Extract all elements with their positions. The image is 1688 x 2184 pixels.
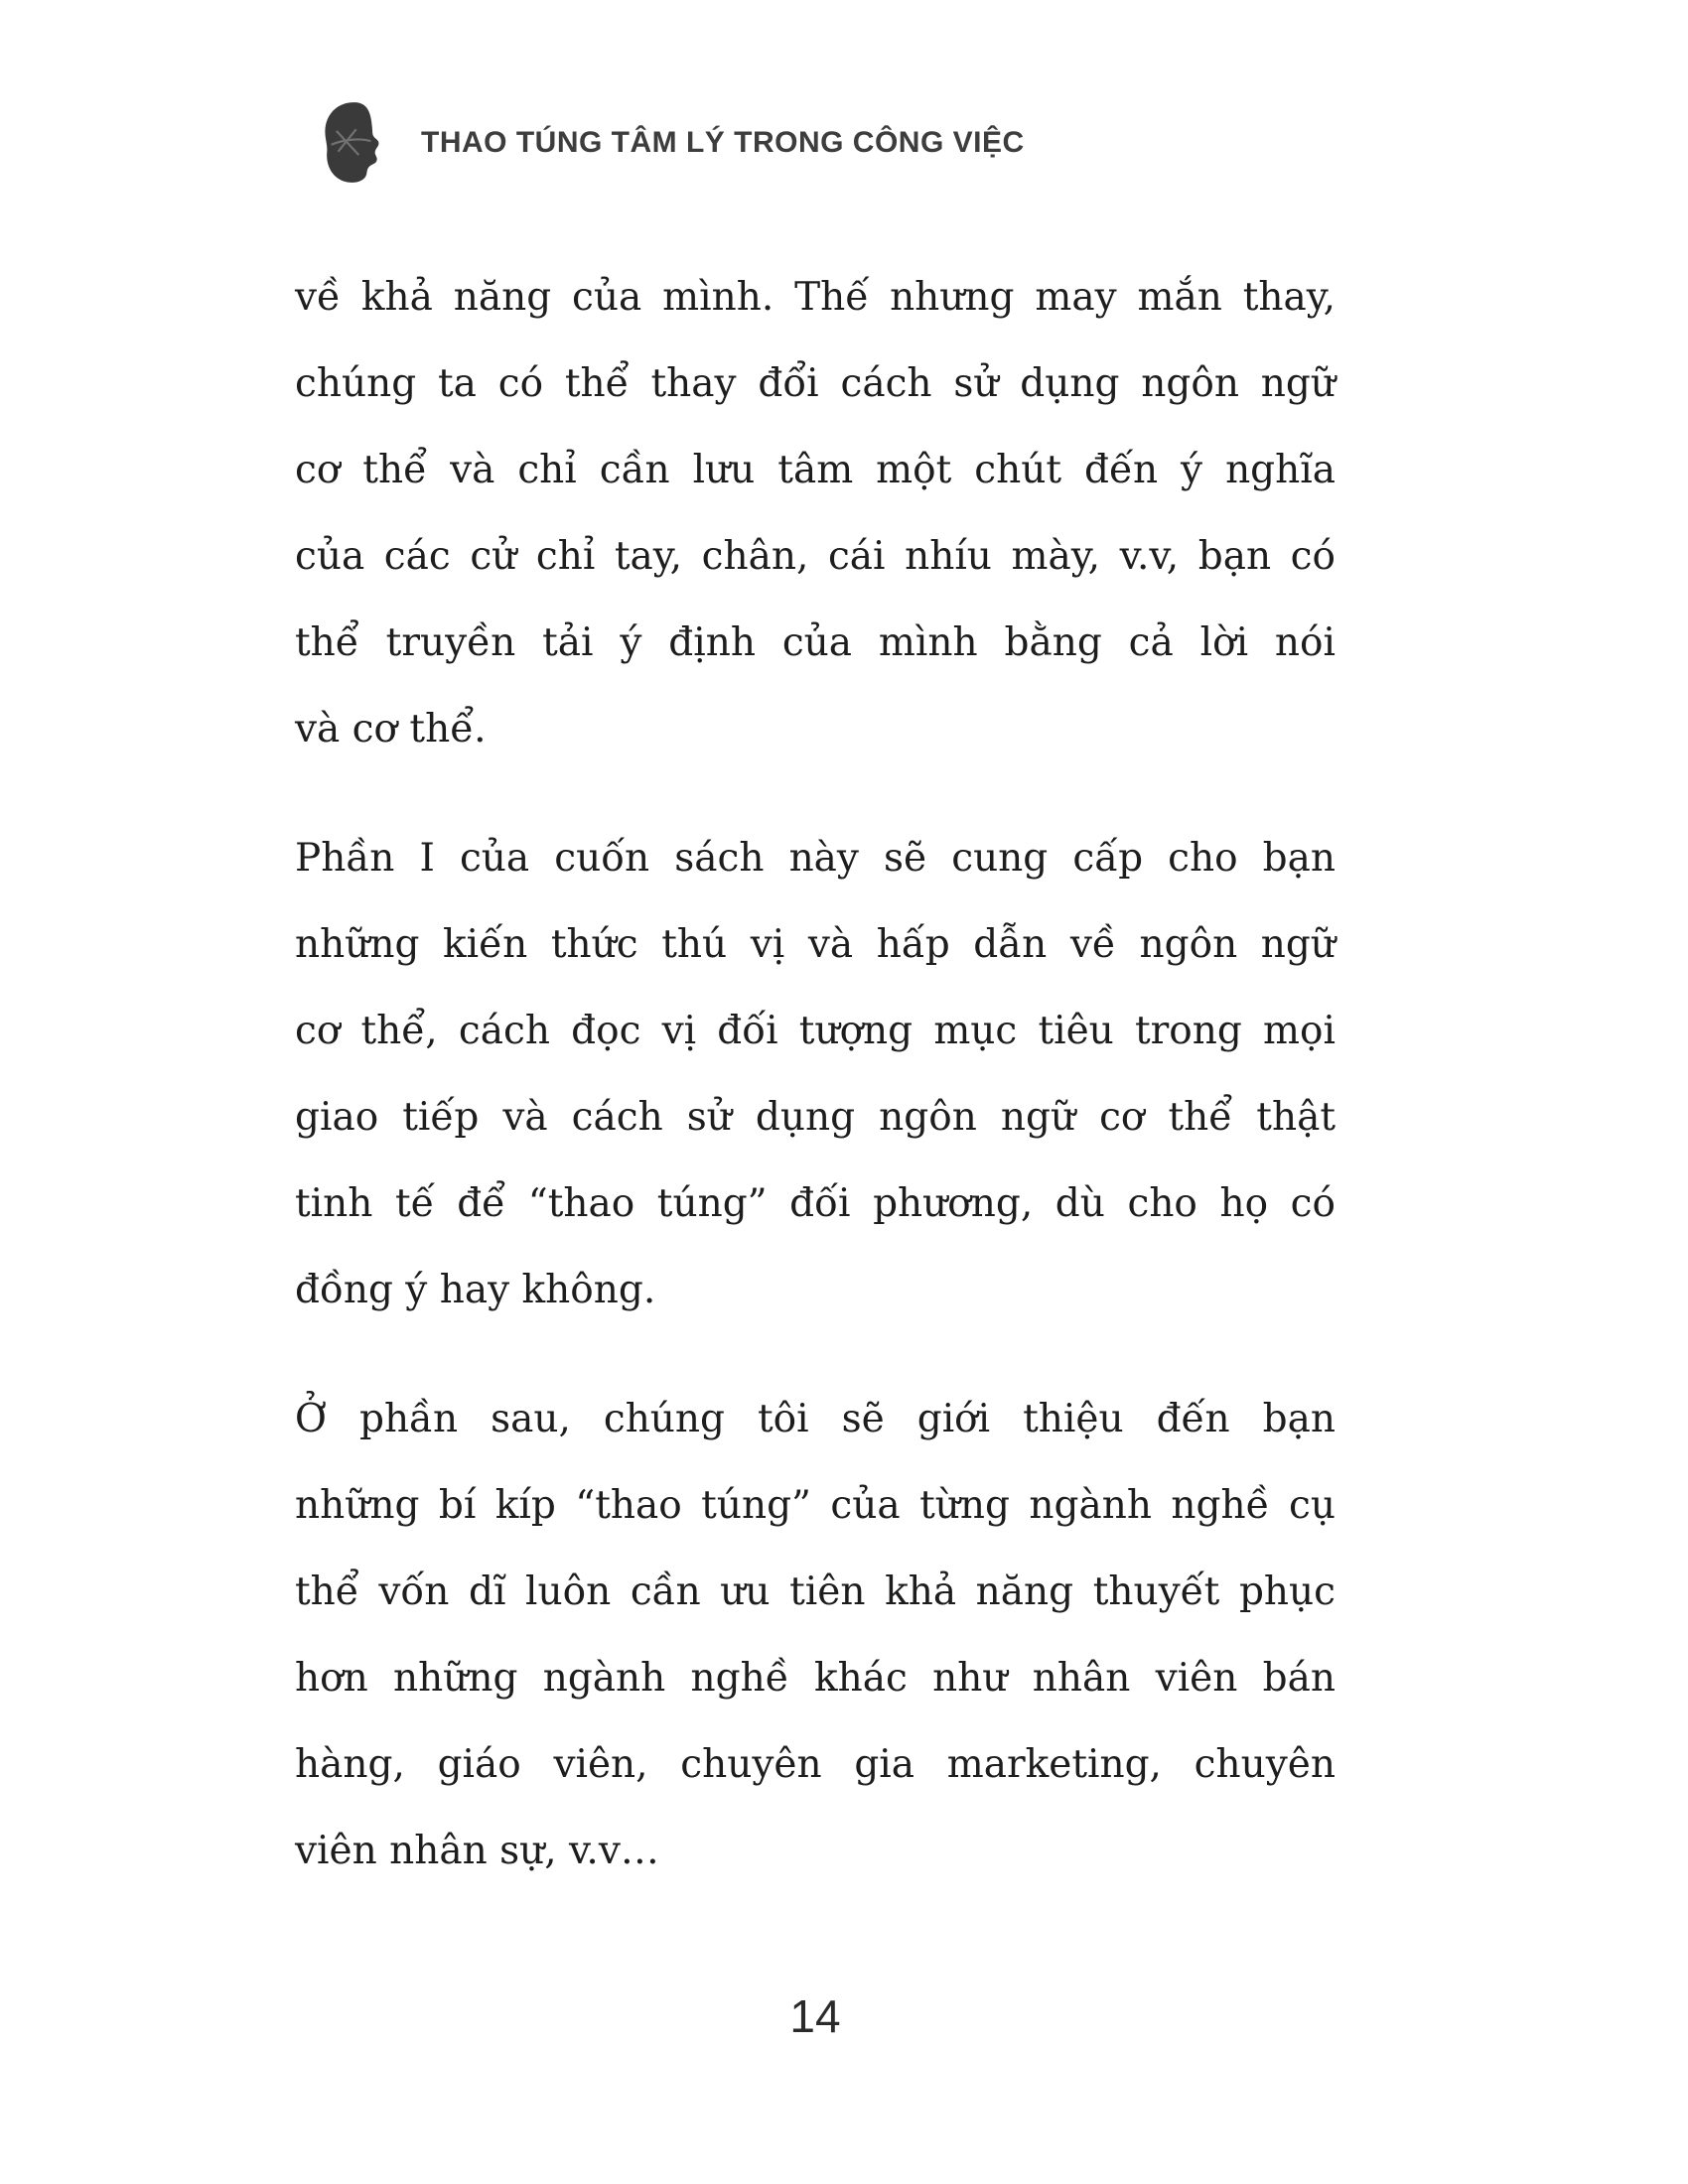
text-line: về khả năng của mình. Thế nhưng may mắn thay, <box>295 275 1336 320</box>
text-line: viên nhân sự, v.v… <box>295 1829 659 1873</box>
running-header-title: THAO TÚNG TÂM LÝ TRONG CÔNG VIỆC <box>421 126 1025 159</box>
text-line: hơn những ngành nghề khác như nhân viên bán <box>295 1656 1336 1701</box>
paragraph <box>295 1376 1336 1894</box>
text-line: giao tiếp và cách sử dụng ngôn ngữ cơ thể thật <box>295 1095 1336 1140</box>
text-line: hàng, giáo viên, chuyên gia marketing, chuyên <box>295 1742 1336 1787</box>
text-line: thể vốn dĩ luôn cần ưu tiên khả năng thuyết phục <box>295 1570 1336 1614</box>
text-line: đồng ý hay không. <box>295 1268 656 1312</box>
text-line: những kiến thức thú vị và hấp dẫn về ngôn ngữ <box>295 922 1336 967</box>
text-line: Phần I của cuốn sách này sẽ cung cấp cho bạn <box>295 836 1336 881</box>
text-line: cơ thể và chỉ cần lưu tâm một chút đến ý nghĩa <box>295 448 1336 492</box>
body-text <box>295 254 1336 1894</box>
text-line: của các cử chỉ tay, chân, cái nhíu mày, v.v, bạn có <box>295 534 1336 579</box>
page-footer <box>295 1989 1336 2043</box>
page-number: 14 <box>789 1990 841 2042</box>
paragraph <box>295 815 1336 1333</box>
head-profile-icon <box>316 99 393 187</box>
page-header <box>316 99 1025 187</box>
text-line: chúng ta có thể thay đổi cách sử dụng ngôn ngữ <box>295 361 1336 406</box>
text-line: Ở phần sau, chúng tôi sẽ giới thiệu đến bạn <box>295 1397 1336 1441</box>
text-line: cơ thể, cách đọc vị đối tượng mục tiêu trong mọi <box>295 1009 1336 1053</box>
text-line: những bí kíp “thao túng” của từng ngành nghề cụ <box>295 1483 1336 1528</box>
text-line: thể truyền tải ý định của mình bằng cả lời nói <box>295 620 1336 665</box>
paragraph <box>295 254 1336 772</box>
text-line: tinh tế để “thao túng” đối phương, dù cho họ có <box>295 1181 1336 1226</box>
text-line: và cơ thể. <box>295 707 487 751</box>
